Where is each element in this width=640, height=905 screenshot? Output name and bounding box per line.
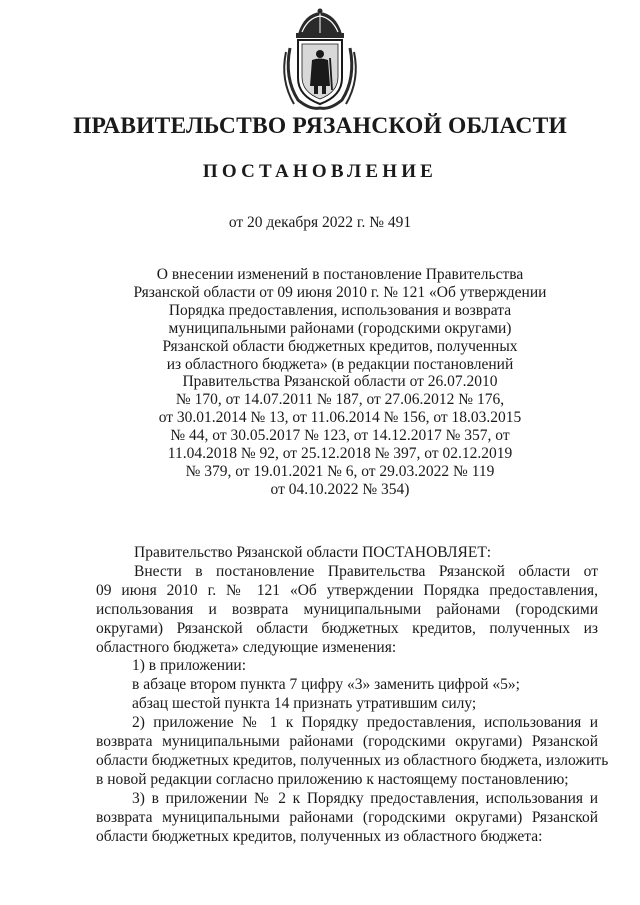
intro-paragraph-line: областного бюджета» следующие изменения: <box>96 638 397 656</box>
subject-line: 11.04.2018 № 92, от 25.12.2018 № 397, от 02.12.2019 <box>167 445 513 463</box>
item-2-line: 2) приложение № 1 к Порядку предоставления, использования и <box>132 714 598 732</box>
item-2-line: возврата муниципальными районами (городскими округами) Рязанской <box>96 733 598 751</box>
intro-paragraph-line: Внести в постановление Правительства Рязанской области от <box>134 562 598 580</box>
subject-line: Правительства Рязанской области от 26.07.2010 <box>182 373 498 391</box>
item-3-line: области бюджетных кредитов, полученных из областного бюджета: <box>96 827 543 845</box>
item-1a: в абзаце втором пункта 7 цифру «3» заменить цифрой «5»; <box>132 676 520 694</box>
ryazan-coat-of-arms-icon <box>276 8 364 112</box>
intro-paragraph-line: округами) Рязанской области бюджетных кредитов, полученных из <box>96 619 598 637</box>
intro-paragraph-line: 09 июня 2010 г. № 121 «Об утверждении Порядка предоставления, <box>96 581 598 599</box>
document-body <box>96 544 609 847</box>
item-1: 1) в приложении: <box>132 657 246 675</box>
subject-line: Рязанской области бюджетных кредитов, полученных <box>162 337 518 355</box>
resolution-statement: Правительство Рязанской области ПОСТАНОВЛЯЕТ: <box>134 544 492 561</box>
subject-line: от 04.10.2022 № 354) <box>270 480 410 498</box>
intro-paragraph-line: использования и возврата муниципальными районами (городскими <box>96 600 598 618</box>
item-3-line: возврата муниципальными районами (городскими округами) Рязанской <box>96 808 598 826</box>
subject-line: № 44, от 30.05.2017 № 123, от 14.12.2017 № 357, от <box>170 427 510 445</box>
document-date-number: от 20 декабря 2022 г. № 491 <box>228 214 412 231</box>
document-type: ПОСТАНОВЛЕНИЕ <box>202 161 438 182</box>
subject-line: от 30.01.2014 № 13, от 11.06.2014 № 156, от 18.03.2015 <box>158 409 522 427</box>
subject-line: № 379, от 19.01.2021 № 6, от 29.03.2022 № 119 <box>185 462 495 480</box>
subject-line: Рязанской области от 09 июня 2010 г. № 121 «Об утверждении <box>133 283 547 301</box>
item-2-line: области бюджетных кредитов, полученных из областного бюджета, изложить <box>96 751 609 769</box>
document-subject <box>120 266 560 499</box>
item-3-line: 3) в приложении № 2 к Порядку предоставления, использования и <box>132 789 598 807</box>
item-1b: абзац шестой пункта 14 признать утратившим силу; <box>132 695 477 713</box>
subject-line: муниципальными районами (городскими округами) <box>168 319 512 337</box>
subject-line: О внесении изменений в постановление Правительства <box>156 266 524 283</box>
subject-line: из областного бюджета» (в редакции постановлений <box>166 355 514 373</box>
item-2-line: в новой редакции согласно приложению к настоящему постановлению; <box>96 770 569 788</box>
subject-line: Порядка предоставления, использования и возврата <box>168 301 512 319</box>
government-title: ПРАВИТЕЛЬСТВО РЯЗАНСКОЙ ОБЛАСТИ <box>73 113 567 139</box>
subject-line: № 170, от 14.07.2011 № 187, от 27.06.2012 № 176, <box>175 391 505 409</box>
